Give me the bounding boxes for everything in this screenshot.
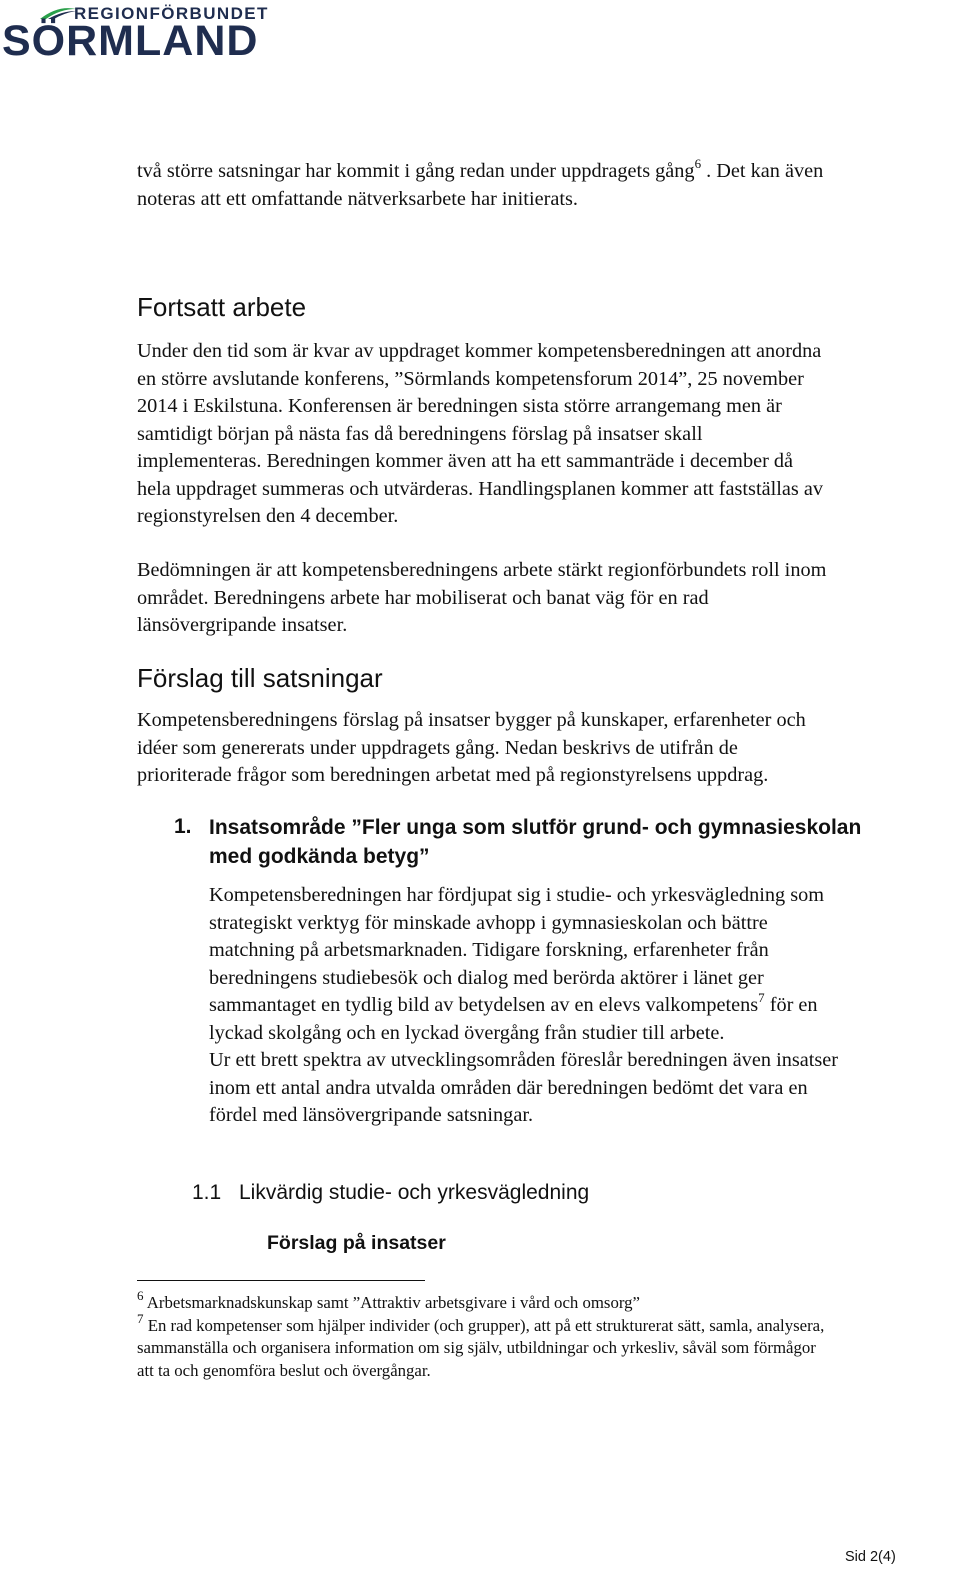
- fortsatt-arbete-paragraph: [137, 338, 957, 531]
- text-line: Bedömningen är att kompetensberedningens arbete stärkt regionförbundets roll inom: [137, 559, 827, 581]
- text-line: idéer som genererats under uppdragets gång. Nedan beskrivs de utifrån de: [137, 736, 738, 759]
- list-number: 1.: [174, 815, 192, 838]
- footnote-ref-7: 7: [758, 990, 765, 1006]
- text-line: inom ett antal andra utvalda områden där beredningen bedömt det vara en: [209, 1076, 808, 1099]
- section-heading-forslag: Förslag till satsningar: [137, 663, 383, 693]
- insatsomrade-heading: [209, 813, 861, 871]
- insatsomrade-body: [209, 882, 960, 1130]
- intro-line: två större satsningar har kommit i gång redan under uppdragets gång$^6$ . Det kan även: [137, 156, 824, 182]
- bedomning-paragraph: [137, 557, 957, 640]
- intro-paragraph: [137, 158, 957, 213]
- text-line: samtidigt början på nästa fas då beredningens förslag på insatser skall: [137, 422, 703, 445]
- text-line: lyckad skolgång och en lyckad övergång från studier till arbete.: [209, 1021, 725, 1044]
- footnote-7: $^7$ En rad kompetenser som hjälper individer (och grupper), att på ett strukturerat sätt, samla, analysera,: [137, 1310, 825, 1335]
- footnote-separator: [137, 1280, 425, 1281]
- text-line: implementeras. Beredningen kommer även att ha ett sammanträde i december då: [137, 450, 794, 472]
- footnote-7-line: sammanställa och organisera information om sig själv, utbildningar och yrkesliv, såväl som förmågor: [137, 1338, 816, 1357]
- text-line: beredningens studiebesök och dialog med berörda aktörer i länet ger: [209, 966, 764, 989]
- intro-line: noteras att ett omfattande nätverksarbete har initierats.: [137, 187, 578, 210]
- text-line: fördel med länsövergripande satsningar.: [209, 1104, 534, 1126]
- text-line: regionstyrelsen den 4 december.: [137, 505, 399, 527]
- text-line: Ur ett brett spektra av utvecklingsområden föreslår beredningen även insatser: [209, 1049, 839, 1071]
- heading-line: med godkända betyg”: [209, 845, 430, 868]
- text-line: länsövergripande insatser.: [137, 614, 348, 636]
- text-line: området. Beredningens arbete har mobiliserat och banat väg för en rad: [137, 586, 709, 609]
- text-line: strategiskt verktyg för minskade avhopp i gymnasieskolan och bättre: [209, 911, 768, 934]
- text-line: Kompetensberedningen har fördjupat sig i studie- och yrkesvägledning som: [209, 884, 825, 906]
- text-line: Under den tid som är kvar av uppdraget kommer kompetensberedningen att anordna: [137, 340, 822, 362]
- subsection-subheading: Förslag på insatser: [267, 1232, 446, 1254]
- footnote-6: $^6$ Arbetsmarknadskunskap samt ”Attraktiv arbetsgivare i vård och omsorg”: [137, 1288, 640, 1312]
- subsection-number: 1.1: [192, 1181, 222, 1204]
- text-line: prioriterade frågor som beredningen arbetat med på regionstyrelsens uppdrag.: [137, 764, 769, 786]
- text-line: sammantaget en tydlig bild av betydelsen av en elevs valkompetens$^7$ för en: [209, 990, 818, 1016]
- section-heading-fortsatt-arbete: Fortsatt arbete: [137, 292, 307, 322]
- subsection-title: Likvärdig studie- och yrkesvägledning: [239, 1181, 590, 1204]
- page-number: Sid 2(4): [845, 1549, 896, 1565]
- logo-region-name: SÖRMLAND: [2, 17, 259, 65]
- footnote-7-line: att ta och genomföra beslut och övergångar.: [137, 1360, 431, 1380]
- footnotes: [137, 1288, 957, 1382]
- text-line: en större avslutande konferens, ”Sörmlands kompetensforum 2014”, 25 november: [137, 367, 804, 390]
- forslag-paragraph: [137, 707, 957, 790]
- text-line: hela uppdraget summeras och utvärderas. Handlingsplanen kommer att fastställas av: [137, 477, 823, 500]
- logo-org-name: REGIONFÖRBUNDET: [74, 4, 269, 23]
- heading-line: Insatsområde ”Fler unga som slutför grund- och gymnasieskolan: [209, 816, 862, 839]
- text-line: matchning på arbetsmarknaden. Tidigare forskning, erfarenheter från: [209, 939, 769, 961]
- text-line: 2014 i Eskilstuna. Konferensen är beredningen sista större arrangemang men är: [137, 395, 782, 417]
- footnote-ref-6: 6: [694, 156, 702, 172]
- text-line: Kompetensberedningens förslag på insatser bygger på kunskaper, erfarenheter och: [137, 709, 806, 731]
- logo: [0, 4, 300, 65]
